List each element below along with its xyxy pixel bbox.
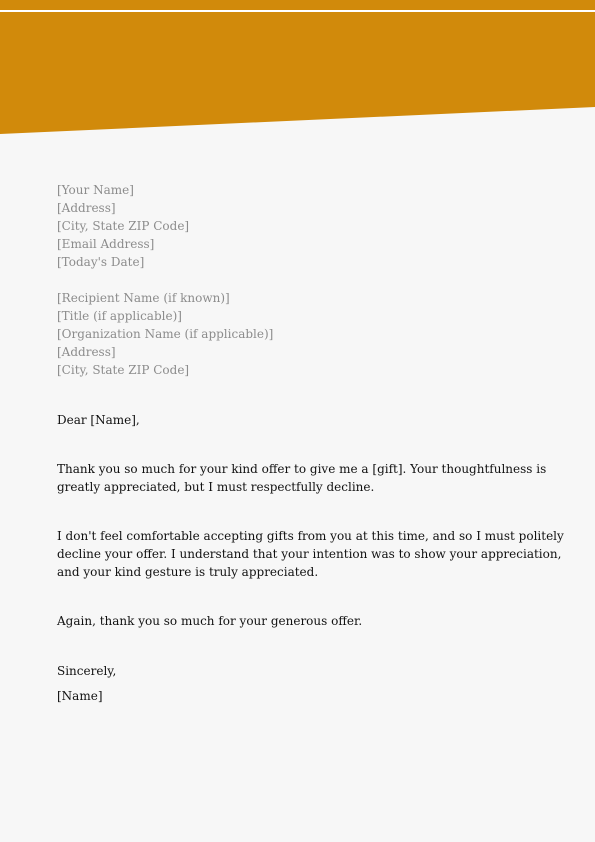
recipient-title-line: [Title (if applicable)] bbox=[57, 309, 182, 323]
sender-email-line: [Email Address] bbox=[57, 237, 155, 251]
paragraph-decline-intro bbox=[57, 460, 547, 496]
paragraph-line: Thank you so much for your kind offer to give me a [gift]. Your thoughtfulness is bbox=[57, 462, 547, 476]
recipient-organization-line: [Organization Name (if applicable)] bbox=[57, 327, 274, 341]
recipient-city-line: [City, State ZIP Code] bbox=[57, 363, 190, 377]
signature-name: [Name] bbox=[57, 689, 103, 703]
header-band-shape bbox=[0, 0, 595, 134]
sender-address-line: [Address] bbox=[57, 201, 116, 215]
paragraph-line: greatly appreciated, but I must respectfully decline. bbox=[57, 480, 375, 494]
closing: Sincerely, bbox=[57, 664, 117, 678]
sender-city-line: [City, State ZIP Code] bbox=[57, 219, 190, 233]
paragraph-explanation bbox=[57, 527, 564, 581]
salutation: Dear [Name], bbox=[57, 413, 140, 427]
paragraph-line: decline your offer. I understand that your intention was to show your appreciation, bbox=[57, 547, 562, 561]
paragraph-line: I don't feel comfortable accepting gifts from you at this time, and so I must politely bbox=[57, 529, 564, 543]
paragraph-line: Again, thank you so much for your generous offer. bbox=[57, 614, 363, 628]
sender-date-line: [Today's Date] bbox=[57, 255, 145, 269]
recipient-name-line: [Recipient Name (if known)] bbox=[57, 291, 230, 305]
paragraph-thanks bbox=[57, 612, 537, 630]
letter-body bbox=[57, 181, 564, 705]
recipient-address-block bbox=[57, 289, 537, 379]
sender-address-block bbox=[57, 181, 537, 271]
sender-name-line: [Your Name] bbox=[57, 183, 134, 197]
paragraph-line: and your kind gesture is truly appreciated. bbox=[57, 565, 319, 579]
header-band bbox=[0, 0, 595, 134]
recipient-address-line: [Address] bbox=[57, 345, 116, 359]
